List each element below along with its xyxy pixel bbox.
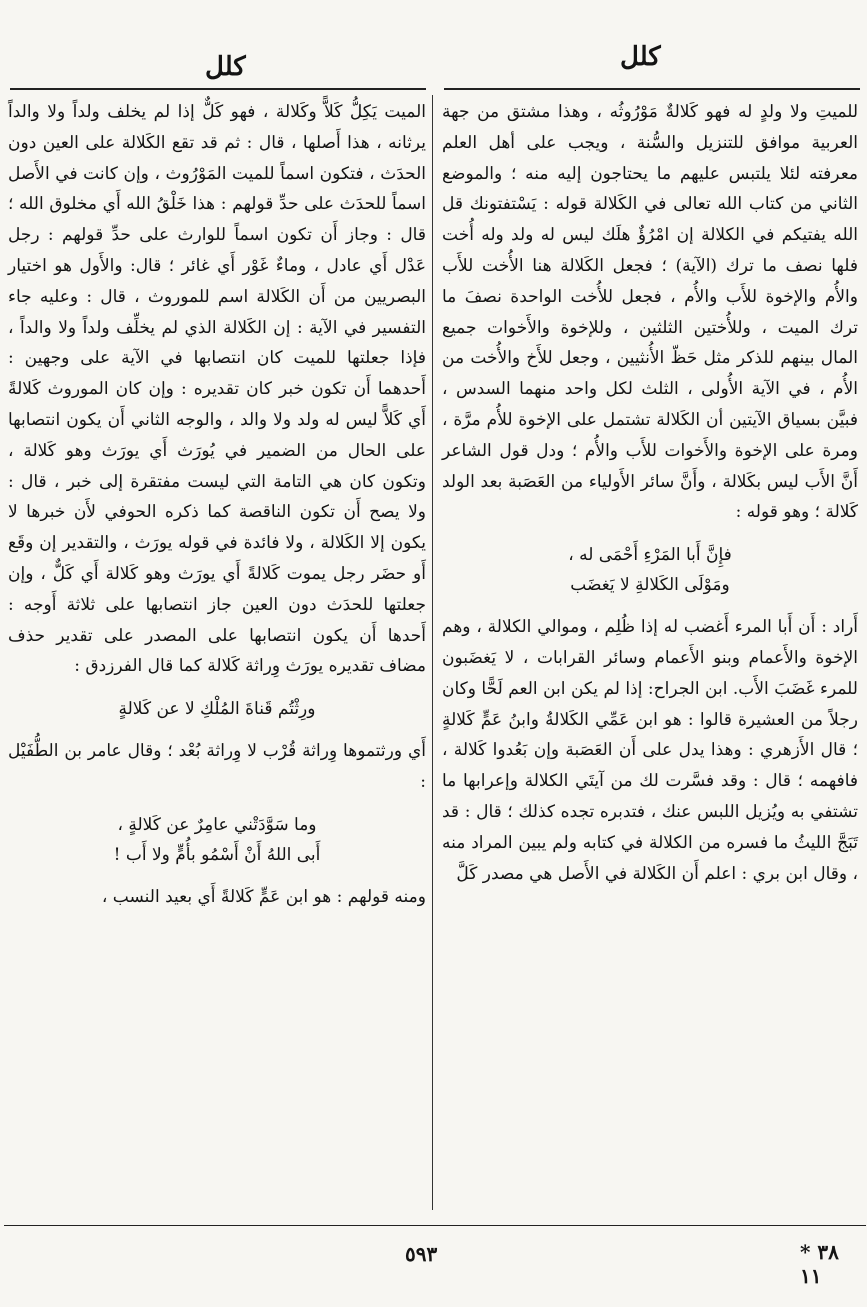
left-verse-2-line-2: أَبى اللهُ أَنْ أَسْمُو بأُمٍّ ولا أَب ! <box>113 844 321 865</box>
right-column <box>442 97 858 889</box>
left-verse-1-line: ورِثْتُم قَناةَ المُلْكِ لا عن كَلالةٍ <box>118 699 316 720</box>
left-column <box>8 97 426 913</box>
footer-rule <box>4 1225 866 1226</box>
left-column-header: كلل <box>205 52 246 82</box>
right-verse <box>442 540 858 600</box>
right-paragraph-2: أَراد : أَن أَبا المرء أَغضب له إذا ظُلِم ، وموالي الكلالة ، وهم الإخوة والأَعمام وبنو الأَعمام وسائر القرابات ، لا يَغضَبون للمرء غَضَبَ الأَب. ابن الجراح: إذا لم يكن ابن العم لَحًّا وكان رجلاً من العشيرة قالوا : هو ابن عَمِّي الكَلالةُ وابنُ عَمٍّ كَلالةٍ ؛ قال الأَزهري : وهذا يدل على أَن العَصَبة وإن بَعُدوا كَلالة ، فافهمه ؛ قال : وقد فسَّرت لك من آيتَي الكلالة وإعرابها ما تشتفي به ويُزيل اللبس عنك ، فتدبره تجده كذلك ؛ قال : قد تَبَجَّ الليثُ ما فسره من الكلالة في كتابه ولم يبين المراد منه ، وقال ابن بري : اعلم أَن الكَلالة في الأَصل هي مصدر كَلَّ <box>442 617 858 884</box>
right-header-rule <box>444 88 860 90</box>
right-verse-line-1: فإِنَّ أَبا المَرْءِ أَحْمَى له ، <box>568 545 732 566</box>
right-paragraph-1: للميتِ ولا ولدٍ له فهو كَلالةٌ مَوْرُوثُه ، وهذا مشتق من جهة العربية موافق للتنزيل والسُّنة ، ويجب على أهل العلم معرفته لئلا يلتبس عليهم ما يحتاجون إليه منه ؛ والموضع الثاني من كتاب الله تعالى في الكَلالة قوله : يَسْتفتونك قل الله يفتيكم في الكلالة إن امْرُؤٌ هلَك ليس له ولد وله أُخت فلها نصف ما ترك (الآية) ؛ فجعل الكَلالة هنا الأُخت للأَب والأُم والإخوة للأَب والأُم ، فجعل للأُخت الواحدة نصفَ ما ترك الميت ، وللأُختين الثلثين ، وللإخوة والأَخوات جميع المال بينهم للذكر مثل حَظّ الأُنثيين ، وجعل للأَخ والأُخت من الأُم ، في الآية الأُولى ، الثلث لكل واحد منهما السدس ، فبيَّن بسياق الآيتين أن الكَلالة تشتمل على الإخوة للأُم مرَّة ، ومرة على الإخوة والأَخوات للأَب والأُم ؛ ودل قول الشاعر أَنَّ الأَب ليس بكَلالة ، وأَنَّ سائر الأَولياء من العَصَبة بعد الولد كَلالة ؛ وهو قوله : <box>442 102 858 523</box>
right-verse-line-2: ومَوْلَى الكَلالةِ لا يَغضَب <box>570 575 730 596</box>
column-divider <box>432 95 433 1210</box>
left-verse-2-line-1: وما سَوَّدَتْني عامِرٌ عن كَلالةٍ ، <box>117 814 317 835</box>
right-column-header: كلل <box>620 42 661 72</box>
left-verse-2 <box>8 810 426 870</box>
left-paragraph-2: أَي ورثتموها وِراثة قُرْب لا وِراثة بُعْد ؛ وقال عامر بن الطُّفَيْل : <box>8 741 426 792</box>
volume-reference: ٣٨ * ١١ <box>800 1240 839 1288</box>
page-number: ٥٩٣ <box>405 1242 438 1266</box>
left-header-rule <box>10 88 426 90</box>
left-paragraph-3: ومنه قولهم : هو ابن عَمٍّ كَلالةً أَي بعيد النسب ، <box>101 886 426 907</box>
left-paragraph-1: الميت يَكِلُّ كَلاًّ وكَلالة ، فهو كَلٌّ إذا لم يخلف ولداً ولا والداً يرثانه ، هذا أَصلها ، قال : ثم قد تقع الكَلالة على العين دون الحدَث ، فتكون اسماً للميت المَوْرُوث ، وإن كانت في الأَصل اسماً للحدَث على حدِّ قولهم : هذا خَلْقُ الله أَي مخلوق الله ؛ قال : وجاز أَن تكون اسماً للوارث على حدِّ قولهم : رجل عَدْل أَي عادل ، وماءٌ غَوْر أَي غائر ؛ قال: والأَول هو اختيار البصريين من أَن الكَلالة اسم للموروث ، قال : وعليه جاء التفسير في الآية : إن الكَلالة الذي لم يخلِّف ولداً ولا والداً ، فإذا جعلتها للميت كان انتصابها في الآية على وجهين : أَحدهما أَن تكون خبر كان تقديره : وإن كان الموروث كَلالةً أَي كَلاًّ ليس له ولد ولا والد ، والوجه الثاني أَن يكون انتصابها على الحال من الضمير في يُورَث أَي يورَث وهو كَلالة ، وتكون كان هي التامة التي ليست مفتقرة إلى خبر ، قال : ولا يصح أَن تكون الناقصة كما ذكره الحوفي لأَن خبرها لا يكون إلا الكَلالة ، ولا فائدة في قوله يورَث ، والتقدير إن وقَع أَو حضَر رجل يموت كَلالةً أَي يورَث وهو كَلالة أَي كَلٌّ ، وإن جعلتها للحدَث دون العين جاز انتصابها على ثلاثة أَوجه : أَحدها أَن يكون انتصابها على المصدر على تقدير حذف مضاف تقديره يورَث وِراثة كَلالة كما قال الفرزدق : <box>8 102 426 677</box>
left-verse-1 <box>8 694 426 724</box>
